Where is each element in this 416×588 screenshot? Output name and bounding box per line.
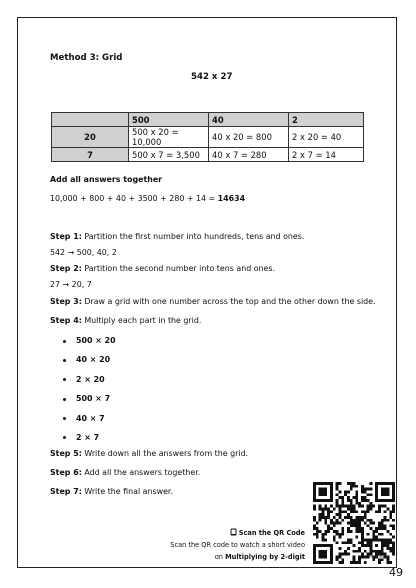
step-label: Step 6: — [50, 468, 82, 477]
grid-row-label: 7 — [52, 148, 129, 162]
step-text: Write down all the answers from the grid. — [81, 449, 249, 458]
qr-caption-line2 — [215, 553, 305, 561]
sum-result: 14634 — [217, 194, 246, 203]
step-label: Step 4: — [50, 316, 82, 325]
list-item: 40 × 7 — [62, 414, 116, 433]
grid-cell: 40 x 20 = 800 — [209, 127, 289, 148]
step-label: Step 3: — [50, 297, 82, 306]
grid-cell: 500 x 7 = 3,500 — [129, 148, 209, 162]
step-2-detail: 27 → 20, 7 — [50, 280, 92, 289]
method-heading: Method 3: Grid — [50, 53, 123, 63]
list-item: 2 × 20 — [62, 375, 116, 394]
multiplication-list — [62, 336, 116, 452]
list-item: 500 × 20 — [62, 336, 116, 355]
grid-table — [51, 112, 364, 162]
step-label: Step 5: — [50, 449, 82, 458]
grid-corner-cell — [52, 113, 129, 127]
phone-icon — [230, 528, 237, 536]
grid-header-row — [52, 113, 364, 127]
step-text: Add all the answers together. — [81, 468, 201, 477]
step-1-detail: 542 → 500, 40, 2 — [50, 248, 117, 257]
sum-heading: Add all answers together — [50, 175, 163, 184]
qr-title: Scan the QR Code — [238, 529, 305, 537]
qr-line2-prefix: on — [214, 553, 226, 561]
grid-cell: 2 x 7 = 14 — [289, 148, 364, 162]
qr-modules — [313, 482, 395, 564]
qr-line2-bold: Multiplying by 2-digit — [225, 553, 305, 561]
step-text: Partition the first number into hundreds, tens and ones. — [81, 232, 305, 241]
step-2 — [50, 264, 275, 273]
step-label: Step 1: — [50, 232, 82, 241]
list-item: 2 × 7 — [62, 433, 116, 452]
step-3 — [50, 297, 376, 306]
step-label: Step 2: — [50, 264, 82, 273]
grid-row — [52, 148, 364, 162]
problem-title: 542 x 27 — [191, 72, 233, 82]
step-text: Multiply each part in the grid. — [81, 316, 202, 325]
step-1 — [50, 232, 304, 241]
qr-caption-line1: Scan the QR code to watch a short video — [170, 541, 305, 549]
grid-row-label: 20 — [52, 127, 129, 148]
step-label: Step 7: — [50, 487, 82, 496]
qr-tag: HR TORCS — [369, 555, 387, 559]
list-item: 500 × 7 — [62, 394, 116, 413]
sum-line — [50, 194, 245, 203]
step-text: Write the final answer. — [81, 487, 173, 496]
step-4 — [50, 316, 201, 325]
grid-cell: 40 x 7 = 280 — [209, 148, 289, 162]
step-7 — [50, 487, 173, 496]
step-text: Partition the second number into tens and ones. — [81, 264, 276, 273]
grid-header-cell: 500 — [129, 113, 209, 127]
sum-expression: 10,000 + 800 + 40 + 3500 + 280 + 14 = — [50, 194, 218, 203]
qr-caption-title — [230, 528, 305, 537]
page-number: 49 — [389, 566, 403, 579]
grid-cell: 2 x 20 = 40 — [289, 127, 364, 148]
step-5 — [50, 449, 248, 458]
grid-header-cell: 2 — [289, 113, 364, 127]
grid-row — [52, 127, 364, 148]
qr-code[interactable] — [313, 482, 395, 564]
grid-header-cell: 40 — [209, 113, 289, 127]
grid-cell: 500 x 20 = 10,000 — [129, 127, 209, 148]
list-item: 40 × 20 — [62, 355, 116, 374]
step-text: Draw a grid with one number across the top and the other down the side. — [81, 297, 376, 306]
step-6 — [50, 468, 200, 477]
